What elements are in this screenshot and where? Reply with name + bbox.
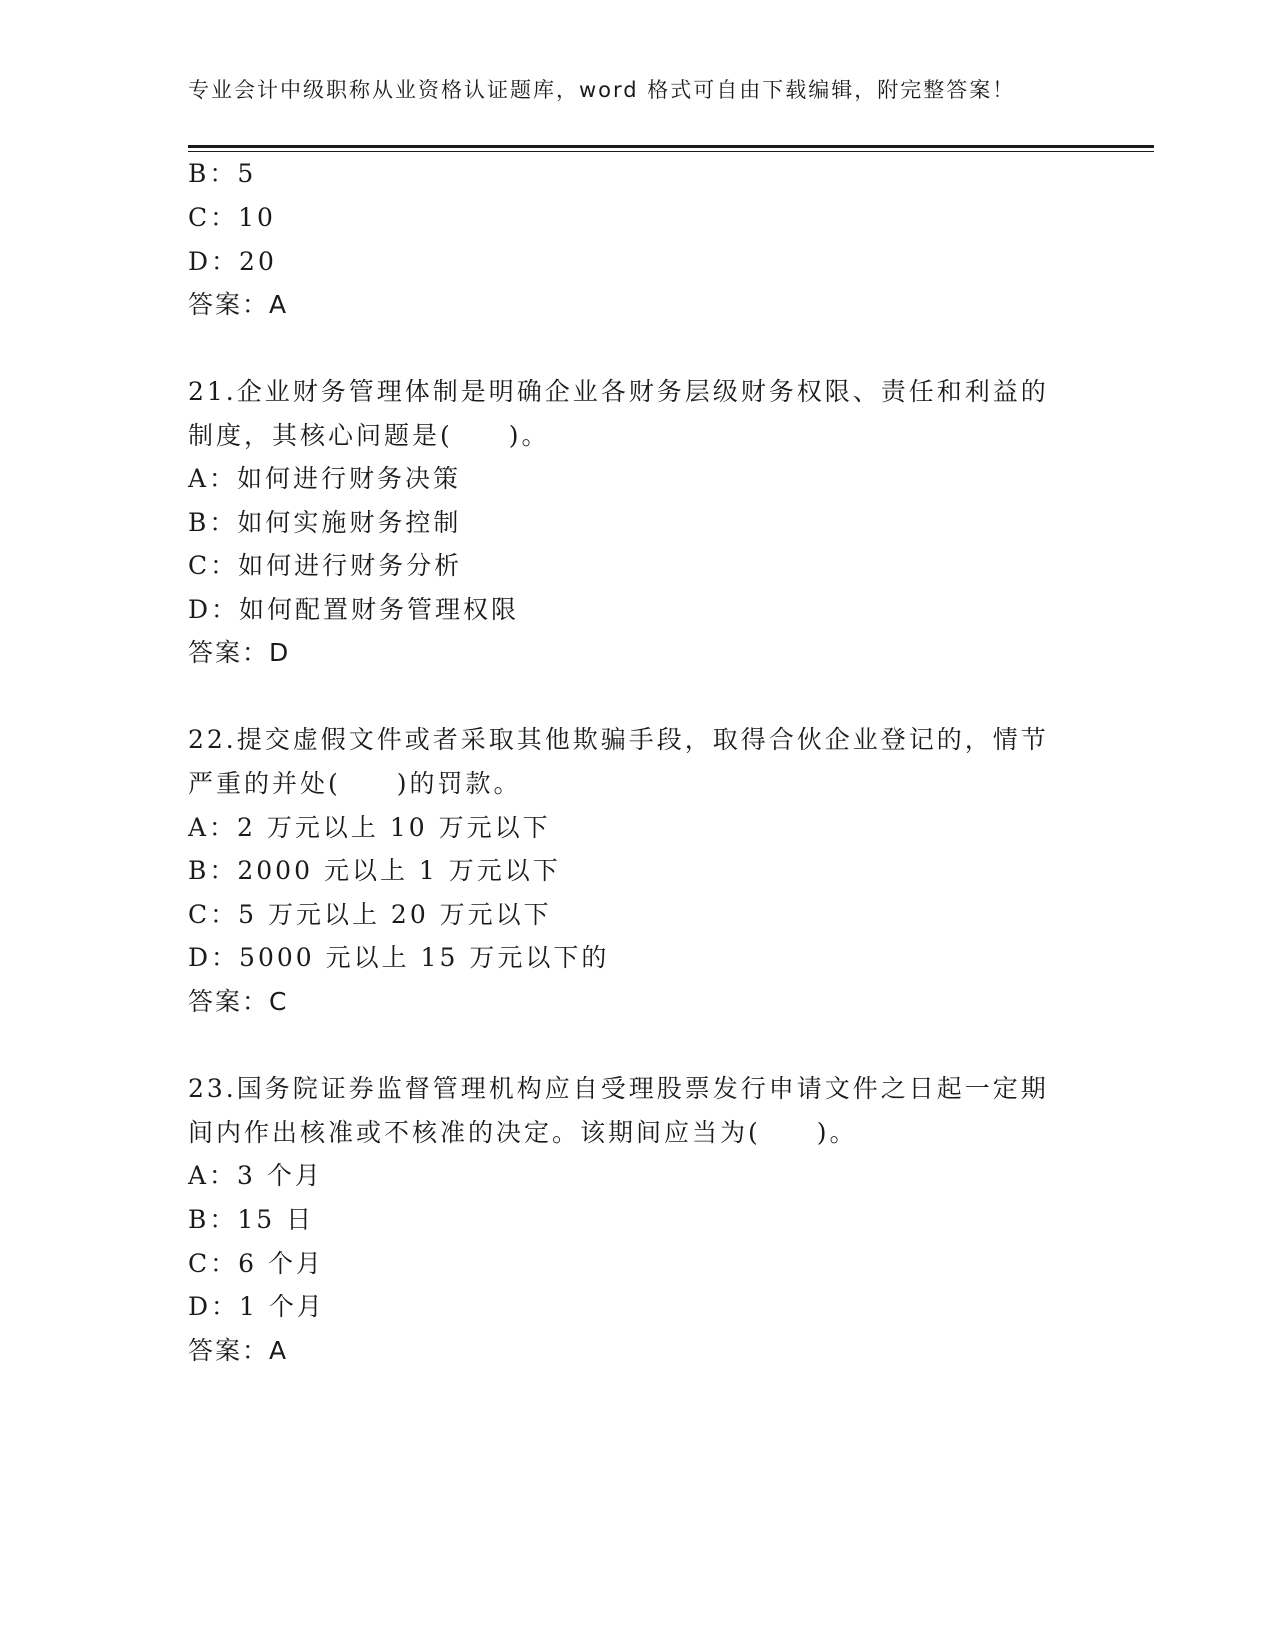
answer-line: 答案：D [188, 638, 291, 667]
option-c: C：5 万元以上 20 万元以下 [188, 900, 552, 929]
option-a: A：2 万元以上 10 万元以下 [188, 813, 551, 842]
answer-line: 答案：A [188, 290, 289, 319]
question-stem-line: 22.提交虚假文件或者采取其他欺骗手段，取得合伙企业登记的，情节 [188, 725, 1049, 754]
option-b: B：2000 元以上 1 万元以下 [188, 856, 561, 885]
option-c: C：10 [188, 203, 276, 232]
question-stem-line: 间内作出核准或不核准的决定。该期间应当为( )。 [188, 1118, 858, 1147]
header-rule-thick [188, 145, 1154, 148]
option-d: D：20 [188, 247, 277, 276]
option-b: B：15 日 [188, 1205, 315, 1234]
question-stem-line: 制度，其核心问题是( )。 [188, 421, 550, 450]
option-a: A：如何进行财务决策 [188, 464, 462, 493]
header-rule-thin [188, 151, 1154, 152]
question-stem-line: 严重的并处( )的罚款。 [188, 769, 522, 798]
page-header: 专业会计中级职称从业资格认证题库，word 格式可自由下载编辑，附完整答案！ [188, 78, 1016, 102]
question-stem-line: 23.国务院证券监督管理机构应自受理股票发行申请文件之日起一定期 [188, 1074, 1049, 1103]
option-d: D：5000 元以上 15 万元以下的 [188, 943, 610, 972]
question-stem-line: 21.企业财务管理体制是明确企业各财务层级财务权限、责任和利益的 [188, 377, 1049, 406]
option-b: B：如何实施财务控制 [188, 508, 462, 537]
answer-line: 答案：A [188, 1336, 289, 1365]
option-a: A：3 个月 [188, 1161, 323, 1190]
option-b: B：5 [188, 159, 257, 188]
option-d: D：如何配置财务管理权限 [188, 595, 520, 624]
option-c: C：6 个月 [188, 1249, 324, 1278]
option-c: C：如何进行财务分析 [188, 551, 463, 580]
answer-line: 答案：C [188, 987, 289, 1016]
option-d: D：1 个月 [188, 1292, 325, 1321]
